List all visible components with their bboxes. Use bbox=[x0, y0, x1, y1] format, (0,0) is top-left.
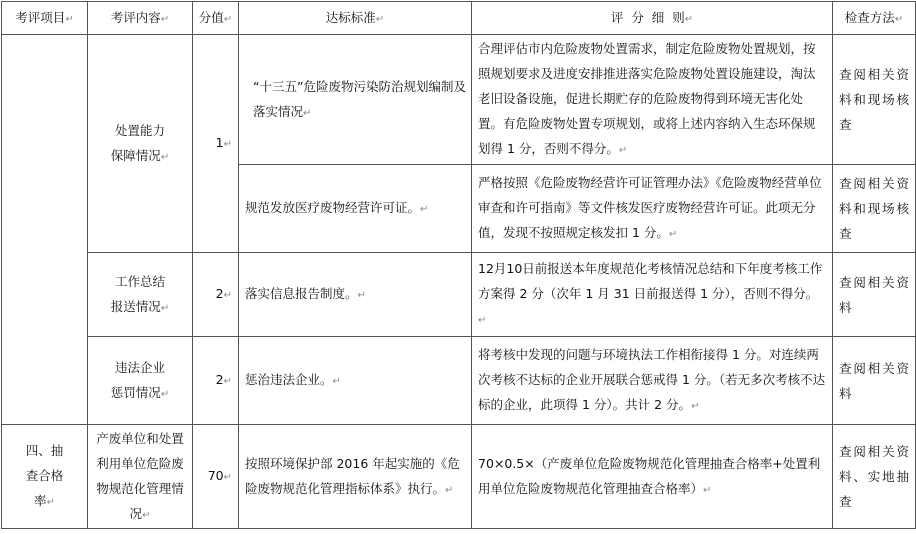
table-header-row bbox=[2, 2, 916, 35]
score-cell: 70↵ bbox=[193, 425, 239, 529]
content-cell: 违法企业惩罚情况↵ bbox=[88, 337, 193, 425]
header-standard: 达标标准↵ bbox=[239, 2, 472, 35]
table-row bbox=[2, 253, 916, 337]
table-row bbox=[2, 425, 916, 529]
table-row bbox=[2, 337, 916, 425]
standard-cell: “十三五”危险废物污染防治规划编制及落实情况↵ bbox=[239, 35, 472, 165]
standard-cell: 惩治违法企业。↵ bbox=[239, 337, 472, 425]
detail-cell: 严格按照《危险废物经营许可证管理办法》《危险废物经营单位审查和许可指南》等文件核发医疗废物经营许可证。此项无分值，发现不按照规定核发扣 1 分。↵ bbox=[472, 165, 833, 253]
detail-cell: 70×0.5×（产废单位危险废物规范化管理抽查合格率+处置利用单位危险废物规范化管理抽查合格率）↵ bbox=[472, 425, 833, 529]
table-row bbox=[2, 35, 916, 165]
item-cell-empty bbox=[2, 35, 88, 425]
standard-cell: 按照环境保护部 2016 年起实施的《危险废物规范化管理指标体系》执行。↵ bbox=[239, 425, 472, 529]
header-content: 考评内容↵ bbox=[88, 2, 193, 35]
header-detail: 评 分 细 则↵ bbox=[472, 2, 833, 35]
detail-cell: 12月10日前报送本年度规范化考核情况总结和下年度考核工作方案得 2 分（次年 1 月 31 日前报送得 1 分），否则不得分。↵ bbox=[472, 253, 833, 337]
score-cell: 2↵ bbox=[193, 253, 239, 337]
detail-cell: 将考核中发现的问题与环境执法工作相衔接得 1 分。对连续两次考核不达标的企业开展联合惩戒得 1 分。（若无多次考核不达标的企业，此项得 1 分）。共计 2 分。↵ bbox=[472, 337, 833, 425]
content-cell: 产废单位和处置利用单位危险废物规范化管理情况↵ bbox=[88, 425, 193, 529]
standard-cell: 落实信息报告制度。↵ bbox=[239, 253, 472, 337]
method-cell: 查阅相关资料、实地抽查 bbox=[833, 425, 916, 529]
item-cell: 四、抽查合格率↵ bbox=[2, 425, 88, 529]
score-cell: 2↵ bbox=[193, 337, 239, 425]
method-cell: 查阅相关资料 bbox=[833, 253, 916, 337]
scoring-table bbox=[1, 1, 916, 529]
header-item: 考评项目↵ bbox=[2, 2, 88, 35]
detail-cell: 合理评估市内危险废物处置需求，制定危险废物处置规划，按照规划要求及进度安排推进落实危险废物处置设施建设，淘汰老旧设备设施，促进长期贮存的危险废物得到环境无害化处置。有危险废物处置专项规划，或将上述内容纳入生态环保规划得 1 分，否则不得分。↵ bbox=[472, 35, 833, 165]
content-cell: 工作总结报送情况↵ bbox=[88, 253, 193, 337]
score-cell: 1↵ bbox=[193, 35, 239, 253]
header-score: 分值↵ bbox=[193, 2, 239, 35]
header-method: 检查方法↵ bbox=[833, 2, 916, 35]
content-cell: 处置能力保障情况↵ bbox=[88, 35, 193, 253]
standard-cell: 规范发放医疗废物经营许可证。↵ bbox=[239, 165, 472, 253]
method-cell: 查阅相关资料和现场核查 bbox=[833, 35, 916, 165]
method-cell: 查阅相关资料 bbox=[833, 337, 916, 425]
method-cell: 查阅相关资料和现场核查 bbox=[833, 165, 916, 253]
